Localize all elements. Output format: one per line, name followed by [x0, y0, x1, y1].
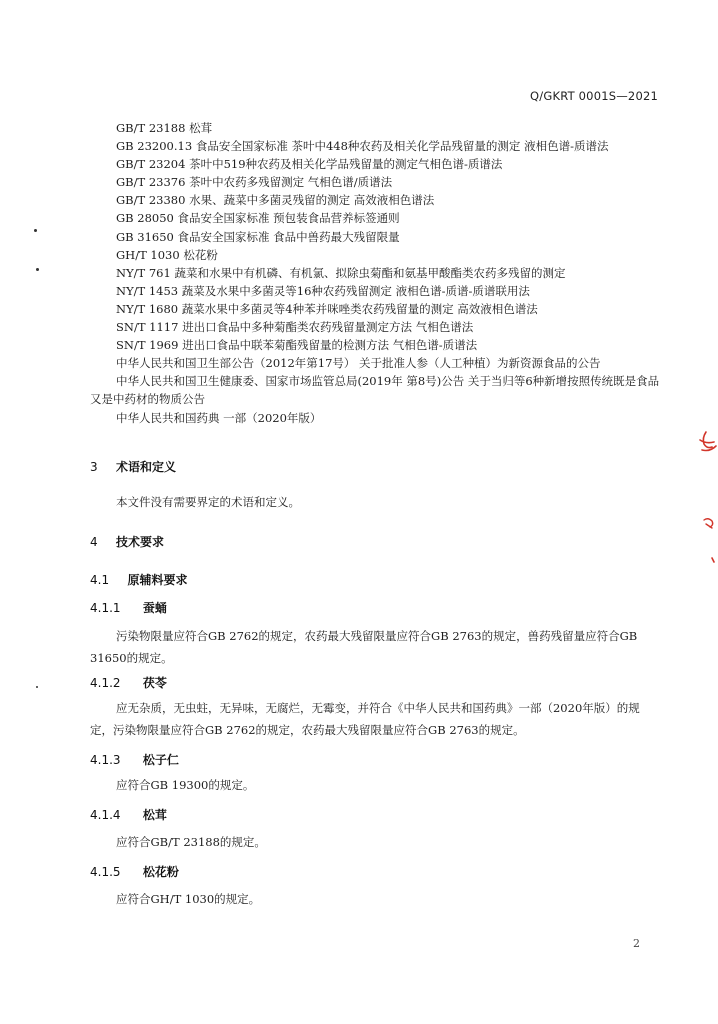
section-number: 4.1 [90, 573, 110, 587]
section-number: 4.1.1 [90, 601, 121, 615]
scan-speck [36, 686, 38, 688]
section-title: 蚕蛹 [142, 601, 167, 615]
section-number: 4.1.4 [90, 808, 121, 822]
reference-item: GB/T 23380 水果、蔬菜中多菌灵残留的测定 高效液相色谱法 [116, 193, 435, 208]
reference-item: SN/T 1969 进出口食品中联苯菊酯残留量的检测方法 气相色谱-质谱法 [116, 338, 478, 353]
reference-item: NY/T 761 蔬菜和水果中有机磷、有机氯、拟除虫菊酯和氨基甲酸酯类农药多残留的测定 [116, 265, 566, 280]
section-heading-4-1 [90, 571, 187, 588]
section-heading-4-1-2 [90, 674, 167, 691]
section-number: 4.1.2 [90, 676, 121, 690]
scan-speck [36, 268, 39, 271]
reference-item: GB/T 23376 茶叶中农药多残留测定 气相色谱/质谱法 [116, 175, 393, 190]
reference-item: NY/T 1680 蔬菜水果中多菌灵等4种苯并咪唑类农药残留量的测定 高效液相色谱法 [116, 301, 538, 316]
section-heading-4-1-1 [90, 599, 167, 616]
section-4-1-5-body: 应符合GH/T 1030的规定。 [116, 892, 261, 906]
reference-item: GB 28050 食品安全国家标准 预包装食品营养标签通则 [116, 211, 400, 226]
section-heading-4-1-3 [90, 751, 179, 768]
reference-item: GB 31650 食品安全国家标准 食品中兽药最大残留限量 [116, 229, 400, 244]
reference-item: 中华人民共和国卫生部公告（2012年第17号） 关于批准人参（人工种植）为新资源食品的公告 [116, 356, 601, 371]
section-title: 原辅料要求 [127, 573, 188, 587]
reference-item: SN/T 1117 进出口食品中多种菊酯类农药残留量测定方法 气相色谱法 [116, 320, 474, 335]
section-title: 技术要求 [116, 535, 165, 549]
red-ink-marks [694, 428, 718, 568]
section-4-1-1-body: 污染物限量应符合GB 2762的规定，农药最大残留限量应符合GB 2763的规定，兽药残留量应符合GB 31650的规定。 [90, 629, 638, 665]
section-4-1-2-body: 应无杂质，无虫蛀，无异味，无腐烂，无霉变，并符合《中华人民共和国药典》一部（2020年版）的规定，污染物限量应符合GB 2762的规定，农药最大残留限量应符合GB 2763的规定。 [90, 701, 640, 737]
section-title: 松花粉 [142, 865, 179, 879]
section-4-1-3-body: 应符合GB 19300的规定。 [116, 778, 255, 792]
normative-references-list [90, 119, 670, 427]
reference-item: GB 23200.13 食品安全国家标准 茶叶中448种农药及相关化学品残留量的测定 液相色谱-质谱法 [116, 139, 609, 154]
section-heading-4-1-4 [90, 806, 167, 823]
section-title: 茯苓 [142, 676, 167, 690]
section-number: 4.1.5 [90, 865, 121, 879]
reference-item: GB/T 23204 茶叶中519种农药及相关化学品残留量的测定气相色谱-质谱法 [116, 157, 503, 172]
section-4-1-4-body: 应符合GB/T 23188的规定。 [116, 835, 266, 849]
section-number: 4 [90, 535, 98, 549]
section-heading-4-1-5 [90, 863, 179, 880]
section-heading-4 [90, 533, 164, 550]
page-number: 2 [633, 937, 640, 950]
document-code: Q/GKRT 0001S—2021 [530, 89, 658, 103]
reference-item: 中华人民共和国卫生健康委、国家市场监管总局(2019年 第8号)公告 关于当归等6种新增按照传统既是食品又是中药材的物质公告 [90, 374, 660, 407]
section-heading-3 [90, 458, 176, 475]
section-number: 3 [90, 460, 98, 474]
reference-item: 中华人民共和国药典 一部（2020年版） [116, 410, 322, 425]
section-number: 4.1.3 [90, 753, 121, 767]
section-title: 术语和定义 [116, 460, 177, 474]
scan-speck [34, 229, 37, 232]
section-title: 松子仁 [142, 753, 179, 767]
reference-item: NY/T 1453 蔬菜及水果中多菌灵等16种农药残留测定 液相色谱-质谱-质谱联用法 [116, 283, 530, 298]
reference-item: GH/T 1030 松花粉 [116, 247, 218, 262]
reference-item: GB/T 23188 松茸 [116, 121, 213, 135]
section-3-body: 本文件没有需要界定的术语和定义。 [116, 495, 300, 509]
section-title: 松茸 [142, 808, 167, 822]
